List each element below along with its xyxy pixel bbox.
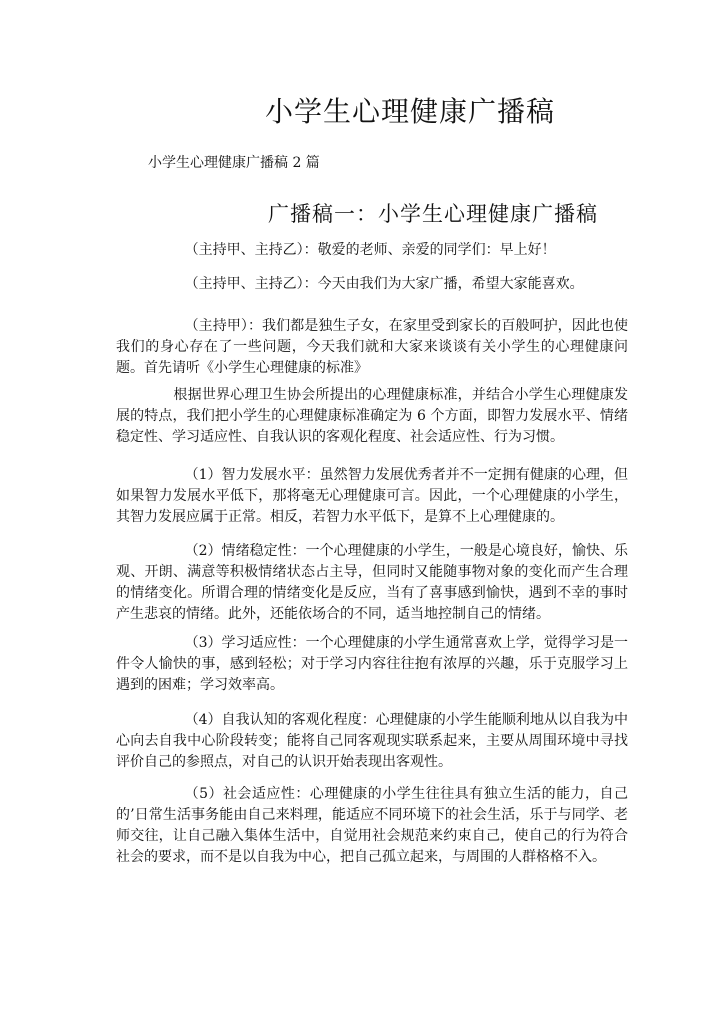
paragraph-learning: （3）学习适应性：一个心理健康的小学生通常喜欢上学，觉得学习是一件令人愉快的事，感到轻松；对于学习内容往往抱有浓厚的兴趣，乐于克服学习上遇到的困难；学习效率高。	[116, 635, 628, 693]
paragraph-greeting: （主持甲、主持乙）：敬爱的老师、亲爱的同学们：早上好！	[184, 242, 556, 258]
paragraph-welcome: （主持甲、主持乙）：今天由我们为大家广播，希望大家能喜欢。	[184, 276, 584, 292]
paragraph-emotion: （2）情绪稳定性：一个心理健康的小学生，一般是心境良好，愉快、乐观、开朗、满意等积极情绪状态占主导，但同时又能随事物对象的变化而产生合理的情绪变化。所谓合理的情绪变化是反应，当有了喜事感到愉快，遇到不幸的事时产生悲哀的情绪。此外，还能依场合的不同，适当地控制自己的情绪。	[116, 543, 628, 622]
section-title: 广播稿一：小学生心理健康广播稿	[268, 202, 598, 226]
paragraph-social: （5）社会适应性：心理健康的小学生往往具有独立生活的能力，自己的’日常生活事务能由自己来料理，能适应不同环境下的社会生活，乐于与同学、老师交往，让自己融入集体生活中，自觉用社会规范来约束自己，使自己的行为符合社会的要求，而不是以自我为中心，把自己孤立起来，与周围的人群格格不入。	[116, 786, 628, 865]
paragraph-self-awareness: （4）自我认知的客观化程度：心理健康的小学生能顺利地从以自我为中心向去自我中心阶段转变；能将自己同客观现实联系起来，主要从周围环境中寻找评价自己的参照点，对自己的认识开始表现出客观性。	[116, 712, 628, 770]
paragraph-standards: 根据世界心理卫生协会所提出的心理健康标准，并结合小学生心理健康发展的特点，我们把小学生的心理健康标准确定为 6 个方面，即智力发展水平、情绪稳定性、学习适应性、自我认识的客观化程度、社会适应性、行为习惯。	[116, 387, 628, 445]
document-title: 小学生心理健康广播稿	[264, 95, 555, 128]
document-subtitle: 小学生心理健康广播稿 2 篇	[148, 155, 320, 171]
paragraph-intro: （主持甲）：我们都是独生子女，在家里受到家长的百般呵护，因此也使我们的身心存在了一些问题，今天我们就和大家来谈谈有关小学生的心理健康问题。首先请听《小学生心理健康的标准》	[116, 318, 628, 376]
paragraph-intelligence: （1）智力发展水平：虽然智力发展优秀者并不一定拥有健康的心理，但如果智力发展水平低下，那将毫无心理健康可言。因此，一个心理健康的小学生，其智力发展应属于正常。相反，若智力水平低下，是算不上心理健康的。	[116, 467, 628, 525]
